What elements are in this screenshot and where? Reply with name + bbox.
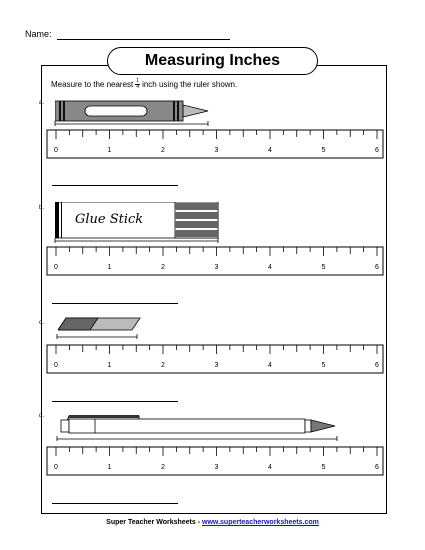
item-letter-a: a. <box>39 100 45 106</box>
ruler-number: 5 <box>321 264 326 271</box>
ruler-number: 5 <box>321 464 326 471</box>
instructions-text-after: inch using the ruler shown. <box>142 80 238 89</box>
item-letter-d: d. <box>39 413 45 419</box>
ruler-b <box>46 246 384 276</box>
instructions-text-before: Measure to the nearest <box>51 80 134 89</box>
ruler-a <box>46 129 384 159</box>
name-line[interactable] <box>57 39 230 40</box>
ruler-number: 4 <box>268 264 272 271</box>
footer-separator: - <box>195 519 202 526</box>
ruler-number: 2 <box>161 464 165 471</box>
page-title: Measuring Inches <box>107 47 318 75</box>
ruler-number: 3 <box>214 264 219 271</box>
ruler-number: 4 <box>268 464 272 471</box>
ruler-number: 1 <box>107 264 112 271</box>
length-bracket-d <box>55 436 341 442</box>
ruler-number: 2 <box>161 362 165 369</box>
footer <box>0 519 425 526</box>
instructions <box>51 79 237 90</box>
fraction-one-quarter <box>135 79 140 90</box>
ruler-number: 0 <box>54 264 58 271</box>
ruler-number: 5 <box>321 362 326 369</box>
footer-text: Super Teacher Worksheets <box>106 519 196 526</box>
ruler-number: 6 <box>375 362 379 369</box>
length-bracket-c <box>55 334 141 340</box>
answer-line-d[interactable] <box>52 503 178 504</box>
ruler-number: 6 <box>375 464 379 471</box>
item-letter-b: b. <box>39 205 45 211</box>
answer-line-c[interactable] <box>52 401 178 402</box>
ruler-number: 4 <box>268 147 272 154</box>
answer-line-a[interactable] <box>52 185 178 186</box>
ruler-number: 2 <box>161 147 165 154</box>
pen-illustration <box>55 413 337 437</box>
fraction-numerator: 1 <box>136 78 140 84</box>
ruler-number: 5 <box>321 147 326 154</box>
length-bracket-a <box>53 121 211 127</box>
ruler-number: 1 <box>107 147 112 154</box>
ruler-c <box>46 344 384 374</box>
glue-stick-label: Glue Stick <box>75 212 144 227</box>
footer-link[interactable]: www.superteacherworksheets.com <box>202 519 319 526</box>
length-bracket-b <box>53 238 221 244</box>
ruler-number: 1 <box>107 464 112 471</box>
ruler-number: 3 <box>214 464 219 471</box>
ruler-number: 3 <box>214 147 219 154</box>
ruler-number: 0 <box>54 147 58 154</box>
ruler-number: 2 <box>161 264 165 271</box>
answer-line-b[interactable] <box>52 303 178 304</box>
ruler-number: 3 <box>214 362 219 369</box>
ruler-number: 4 <box>268 362 272 369</box>
ruler-number: 0 <box>54 464 58 471</box>
ruler-number: 1 <box>107 362 112 369</box>
ruler-d <box>46 446 384 476</box>
ruler-number: 0 <box>54 362 58 369</box>
eraser-illustration <box>58 317 142 331</box>
fraction-denominator: 4 <box>136 84 140 90</box>
ruler-number: 6 <box>375 264 379 271</box>
name-label: Name: <box>25 29 52 39</box>
ruler-number: 6 <box>375 147 379 154</box>
item-letter-c: c. <box>39 320 44 326</box>
